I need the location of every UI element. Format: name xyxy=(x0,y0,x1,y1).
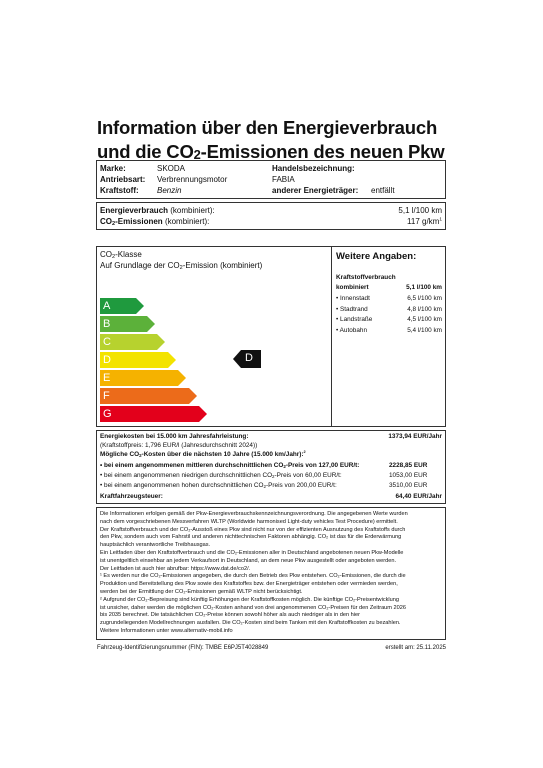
co2-emissionen-label: $CO_2$-Emissionen (kombiniert): xyxy=(100,217,210,227)
verbrauch-item-value: 5,4 l/100 km xyxy=(407,326,442,334)
info-text-line: nach dem vorgeschriebenen Messverfahren WLTP (Worldwide harmonised Light-duty vehicles Test Procedure) ermittelt. xyxy=(100,518,398,525)
co2-class-bar-c xyxy=(100,334,165,350)
verbrauch-item-label: • Innenstadt xyxy=(336,295,370,302)
co2-class-letter: E xyxy=(103,372,111,384)
co2-class-bar-b xyxy=(100,316,155,332)
handelsbezeichnung-value: FABIA xyxy=(272,175,295,184)
info-text-line: Der Kraftstoffverbrauch und der CO₂-Ausstoß eines Pkw sind nicht nur von der effizienten Ausnutzung des Kraftstoffs durch xyxy=(100,526,406,533)
weitere-angaben-heading: Weitere Angaben: xyxy=(336,251,417,262)
energieverbrauch-value: 5,1 l/100 km xyxy=(398,206,442,215)
co2-class-subheading: Auf Grundlage der $CO_2$-Emission (kombiniert) xyxy=(100,261,263,271)
title-line-2: und die $CO_2$-Emissionen des neuen Pkw xyxy=(97,141,445,162)
verbrauch-item-value: 6,5 l/100 km xyxy=(407,295,442,302)
info-text-line: ist unsicher, daher werden die möglichen CO₂-Kosten anhand von drei angenommenen CO₂-Preisen für den Zeitraum 2026 xyxy=(100,604,406,611)
kraftstoff-label: Kraftstoff: xyxy=(100,186,139,195)
kraftfahrzeugsteuer-label: Kraftfahrzeugsteuer: xyxy=(100,493,163,500)
info-text-line: Weitere Informationen unter www.alternativ-mobil.info xyxy=(100,628,233,634)
antriebsart-value: Verbrennungsmotor xyxy=(157,175,228,184)
kombiniert-value: 5,1 l/100 km xyxy=(406,284,442,291)
anderer-energietraeger-value: entfällt xyxy=(371,186,395,195)
co2-class-bar-d xyxy=(100,352,176,368)
page-title xyxy=(97,116,477,164)
title-line-1: Information über den Energieverbrauch xyxy=(97,117,438,138)
vehicle-info-box xyxy=(96,160,446,199)
co2-class-letter: G xyxy=(103,408,112,420)
co2-cost-line-value: 2228,85 EUR xyxy=(389,462,428,469)
co2-class-bar-e xyxy=(100,370,186,386)
info-text-line: bis 2035 berechnet. Die tatsächlichen CO₂-Preise können sowohl höher als auch niedriger als in den hier xyxy=(100,612,360,619)
fin-label: Fahrzeug-Identifizierungsnummer (FIN): TMBE E6PJ5T4028849 xyxy=(97,645,269,651)
co2-cost-line-label: • bei einem angenommenen mittleren durchschnittlichen $CO_2$-Preis von 127,00 EUR/t: xyxy=(100,462,360,469)
info-text-line: Der Leitfaden ist auch hier abrufbar: https://www.dat.de/co2/. xyxy=(100,565,251,572)
co2-emissionen-value: 117 $g/km^1$ xyxy=(407,217,442,226)
verbrauch-item-label: • Autobahn xyxy=(336,326,368,334)
co2-class-bar-g xyxy=(100,406,207,422)
antriebsart-label: Antriebsart: xyxy=(100,175,146,184)
info-text-line: hauptsächlich verantwortliche Treibhausgas. xyxy=(100,542,211,549)
class-indicator-arrow xyxy=(233,350,261,368)
info-text-line: ist unentgeltlich einsehbar an jedem Verkaufsort in Deutschland, an dem neue Pkw ausgestellt oder angeboten werden. xyxy=(100,557,397,564)
energiekosten-label: Energiekosten bei 15.000 km Jahresfahrleistung: xyxy=(100,433,249,440)
kraftfahrzeugsteuer-value: 64,40 EUR/Jahr xyxy=(395,493,442,500)
kraftstoff-value: Benzin xyxy=(157,186,182,195)
info-text-line: ² Aufgrund der CO₂-Bepreisung sind künftig Erhöhungen der Kraftstoffkosten möglich. Die künftige CO₂-Preisentwicklung xyxy=(100,596,399,603)
co2-class-letter: C xyxy=(103,336,111,348)
marke-value: SKODA xyxy=(157,164,186,173)
co2-class-bar-f xyxy=(100,388,197,404)
verbrauch-item-label: • Stadtrand xyxy=(336,305,368,313)
co2-cost-line-value: 1053,00 EUR xyxy=(389,472,428,479)
info-text-line: zugrundeliegenden Modellrechnungen ausfallen. Die CO₂-Kosten sind beim Tanken mit den Kraftstoffkosten zu bezahlen. xyxy=(100,620,401,627)
handelsbezeichnung-label: Handelsbezeichnung: xyxy=(272,164,355,173)
co2-class-heading: $CO_2$-Klasse xyxy=(100,250,142,260)
class-indicator-letter: D xyxy=(245,352,253,364)
co2-class-letter: D xyxy=(103,354,111,366)
info-text-line: ¹ Es werden nur die CO₂-Emissionen angegeben, die durch den Betrieb des Pkw entstehen. CO₂-Emissionen, die durch die xyxy=(100,573,406,580)
kraftstoffpreis-note: (Kraftstoffpreis: 1,796 EUR/l (Jahresdurchschnitt 2024)) xyxy=(100,442,258,449)
info-text-line: den Pkw, sondern auch vom Fahrstil und anderen nichttechnischen Faktoren abhängig. CO₂ ist das für die Erderwärmung xyxy=(100,534,402,541)
kombiniert-label: kombiniert xyxy=(336,284,369,291)
info-text-box xyxy=(96,507,446,640)
consumption-box xyxy=(96,202,446,230)
info-text-line: Produktion und Bereitstellung des Pkw sowie des Kraftstoffes bzw. der Energieträger entstehen oder vermieden werden, xyxy=(100,581,398,588)
anderer-energietraeger-label: anderer Energieträger: xyxy=(272,186,359,195)
verbrauch-item-label: • Landstraße xyxy=(336,316,373,323)
co2-cost-line-label: • bei einem angenommenen niedrigen durchschnittlichen $CO_2$-Preis von 60,00 EUR/t: xyxy=(100,472,342,479)
co2-class-bar-a xyxy=(100,298,144,314)
co2-class-letter: B xyxy=(103,318,111,330)
energieverbrauch-label: Energieverbrauch (kombiniert): xyxy=(100,206,215,215)
co2-cost-line-value: 3510,00 EUR xyxy=(389,482,428,489)
costs-box xyxy=(96,430,446,504)
moegliche-co2-kosten-label: Mögliche $CO_2$-Kosten über die nächsten 10 Jahre (15.000 km/Jahr):$^2$ xyxy=(100,449,306,458)
info-text-line: Die Informationen erfolgen gemäß der Pkw-Energieverbrauchskennzeichnungsverordnung. Die angegebenen Werte wurden xyxy=(100,511,408,517)
marke-label: Marke: xyxy=(100,164,126,173)
co2-class-box xyxy=(96,246,446,427)
verbrauch-item-value: 4,5 l/100 km xyxy=(407,316,442,323)
co2-cost-line-label: • bei einem angenommenen hohen durchschnittlichen $CO_2$-Preis von 200,00 EUR/t: xyxy=(100,482,337,489)
info-text-line: werden bei der Ermittlung der CO₂-Emissionen gemäß WLTP nicht berücksichtigt. xyxy=(100,589,303,595)
energiekosten-value: 1373,94 EUR/Jahr xyxy=(388,433,442,440)
info-text-line: Ein Leitfaden über den Kraftstoffverbrauch und die CO₂-Emissionen aller in Deutschland angebotenen neuen Pkw-Modelle xyxy=(100,550,404,556)
co2-class-letter: A xyxy=(103,300,111,312)
co2-class-letter: F xyxy=(103,390,110,402)
kraftstoffverbrauch-label: Kraftstoffverbrauch xyxy=(336,274,396,281)
verbrauch-item-value: 4,8 l/100 km xyxy=(407,305,442,313)
erstellt-date: erstellt am: 25.11.2025 xyxy=(385,645,446,651)
